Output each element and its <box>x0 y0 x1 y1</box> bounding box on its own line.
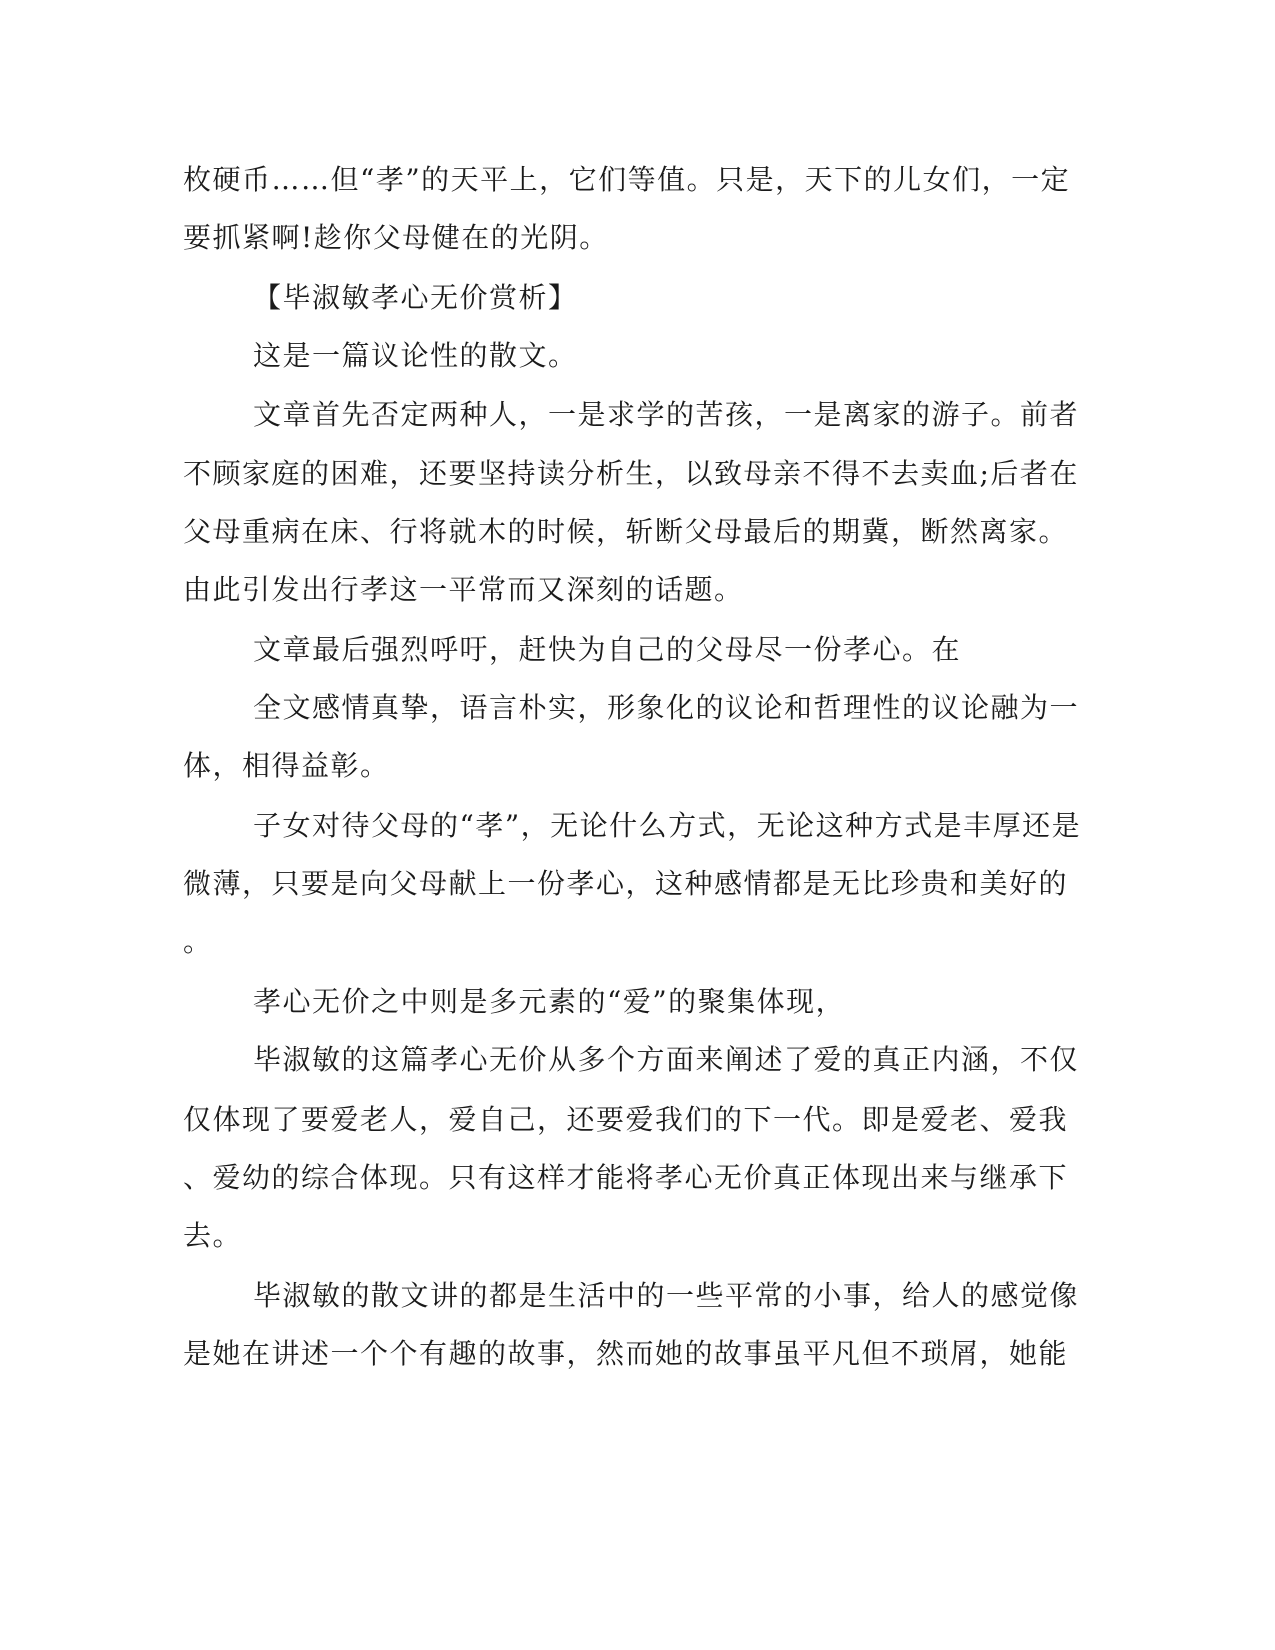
text-line-1: 枚硬币……但“孝”的天平上，它们等值。只是，天下的儿女们，一定 <box>183 163 1071 196</box>
text-line-18: 、爱幼的综合体现。只有这样才能将孝心无价真正体现出来与继承下 <box>183 1161 1069 1194</box>
text-line-9: 文章最后强烈呼吁，赶快为自己的父母尽一份孝心。在 <box>253 633 962 666</box>
text-line-14: 。 <box>183 925 213 958</box>
text-line-4: 这是一篇议论性的散文。 <box>253 339 578 372</box>
section-heading: 【毕淑敏孝心无价赏析】 <box>253 281 578 314</box>
text-line-8: 由此引发出行孝这一平常而又深刻的话题。 <box>183 573 744 606</box>
text-line-21: 是她在讲述一个个有趣的故事，然而她的故事虽平凡但不琐屑，她能 <box>183 1337 1069 1370</box>
text-line-17: 仅体现了要爱老人，爱自己，还要爱我们的下一代。即是爱老、爱我 <box>183 1103 1069 1136</box>
text-line-6: 不顾家庭的困难，还要坚持读分析生，以致母亲不得不去卖血;后者在 <box>183 457 1079 490</box>
text-line-13: 微薄，只要是向父母献上一份孝心，这种感情都是无比珍贵和美好的 <box>183 867 1069 900</box>
text-line-15: 孝心无价之中则是多元素的“爱”的聚集体现， <box>253 985 846 1018</box>
text-line-12: 子女对待父母的“孝”，无论什么方式，无论这种方式是丰厚还是 <box>253 809 1082 842</box>
text-line-10: 全文感情真挚，语言朴实，形象化的议论和哲理性的议论融为一 <box>253 691 1080 724</box>
text-line-7: 父母重病在床、行将就木的时候，斩断父母最后的期冀，断然离家。 <box>183 515 1069 548</box>
text-line-2: 要抓紧啊!趁你父母健在的光阴。 <box>183 221 609 254</box>
text-line-11: 体，相得益彰。 <box>183 749 390 782</box>
text-line-5: 文章首先否定两种人，一是求学的苦孩，一是离家的游子。前者 <box>253 398 1080 431</box>
text-line-19: 去。 <box>183 1219 243 1252</box>
text-line-20: 毕淑敏的散文讲的都是生活中的一些平常的小事，给人的感觉像 <box>253 1279 1080 1312</box>
text-line-16: 毕淑敏的这篇孝心无价从多个方面来阐述了爱的真正内涵，不仅 <box>253 1043 1080 1076</box>
